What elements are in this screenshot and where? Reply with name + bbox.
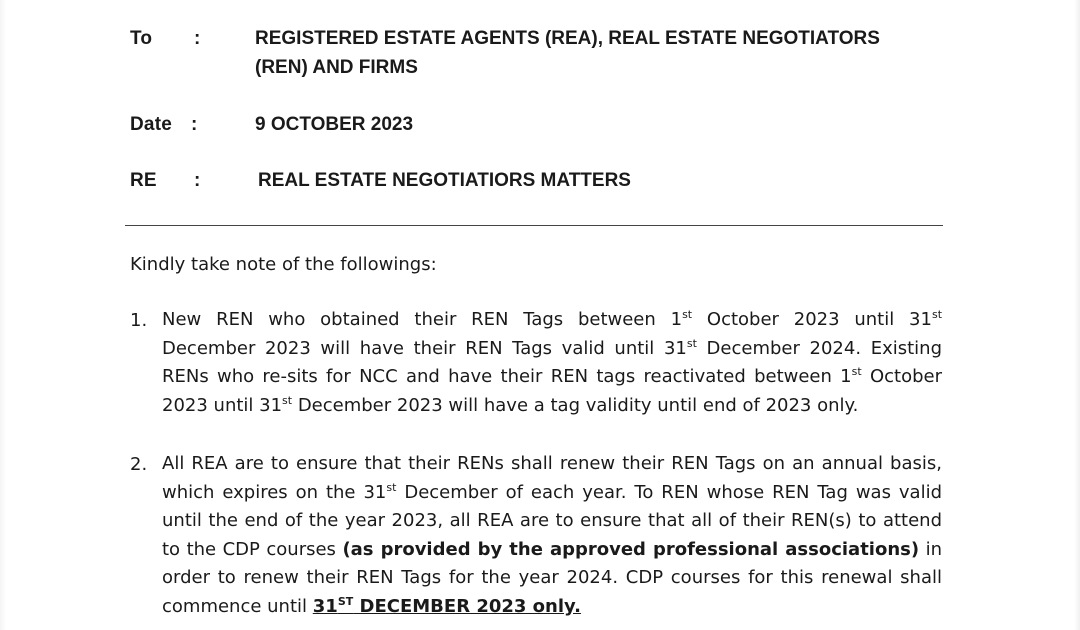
item-2-line-2: which expires on the 31st December of each year. To REN whose REN Tag was valid — [162, 480, 942, 503]
item-1-line-4: 2023 until 31st December 2023 will have a tag validity until end of 2023 only. — [162, 393, 859, 416]
item-2-paragraph — [162, 450, 942, 622]
date-colon: : — [191, 114, 198, 135]
to-value — [255, 24, 880, 82]
intro-text: Kindly take note of the followings: — [130, 254, 437, 275]
to-label: To — [130, 28, 153, 49]
date-value: 9 OCTOBER 2023 — [255, 114, 414, 135]
date-label: Date — [130, 114, 172, 135]
item-1-paragraph — [162, 306, 942, 420]
item-2-line-5: order to renew their REN Tags for the year 2024. CDP courses for this renewal shall — [162, 567, 942, 589]
item-2-line-4: to the CDP courses (as provided by the approved professional associations) in — [162, 538, 942, 560]
item-2-line-6: commence until 31ST DECEMBER 2023 only. — [162, 594, 581, 617]
re-value: REAL ESTATE NEGOTIATIORS MATTERS — [258, 170, 631, 191]
item-1-number: 1. — [130, 310, 148, 331]
item-1-line-2: December 2023 will have their REN Tags valid until 31st December 2024. Existing — [162, 336, 943, 359]
to-line-2: (REN) AND FIRMS — [255, 57, 418, 78]
item-1-line-1: New REN who obtained their REN Tags between 1st October 2023 until 31st — [162, 308, 943, 330]
item-2-line-1: All REA are to ensure that their RENs shall renew their REN Tags on an annual basis, — [162, 453, 942, 474]
item-1-line-3: RENs who re-sits for NCC and have their REN tags reactivated between 1st October — [162, 365, 942, 388]
item-2-number: 2. — [130, 454, 148, 475]
re-label: RE — [130, 170, 157, 191]
to-colon: : — [194, 28, 201, 49]
re-colon: : — [194, 170, 201, 191]
item-2-line-3: until the end of the year 2023, all REA are to ensure that all of their REN(s) to attend — [162, 510, 942, 532]
header-divider — [125, 225, 943, 226]
to-line-1: REGISTERED ESTATE AGENTS (REA), REAL ESTATE NEGOTIATORS — [255, 28, 880, 49]
